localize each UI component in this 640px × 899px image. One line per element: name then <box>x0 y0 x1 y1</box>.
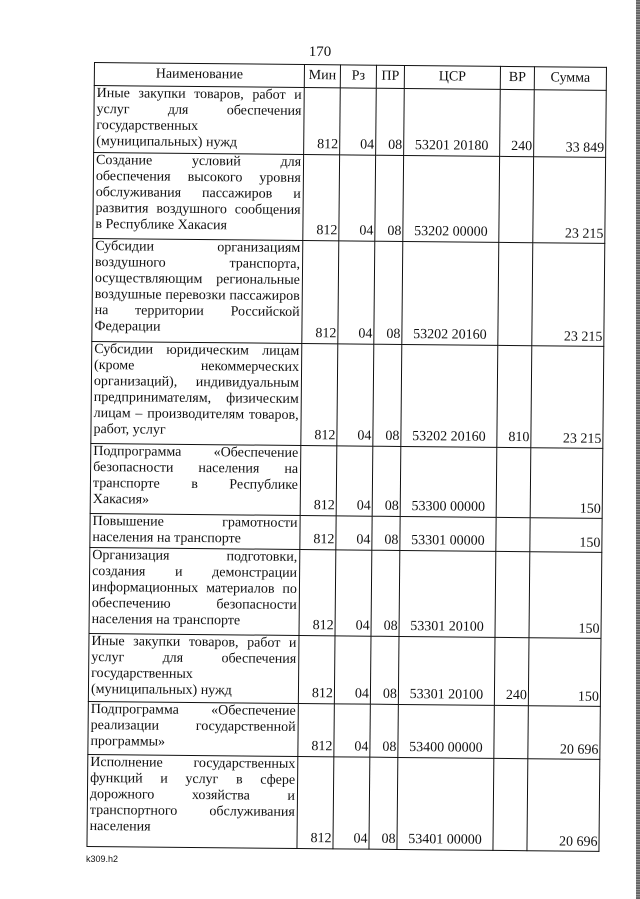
row-vr <box>498 242 533 345</box>
row-csr: 53401 00000 <box>397 757 494 850</box>
row-rz: 04 <box>336 446 373 516</box>
row-vr: 240 <box>494 637 529 705</box>
row-csr: 53202 20160 <box>401 344 498 447</box>
row-vr <box>494 705 529 758</box>
row-vr <box>499 156 534 242</box>
row-csr: 53201 20180 <box>404 88 501 156</box>
row-pr: 08 <box>372 446 401 516</box>
row-rz: 04 <box>339 155 376 241</box>
scan-edge <box>636 0 640 899</box>
row-csr: 53400 00000 <box>398 704 495 758</box>
row-name: Организация подготовки, создания и демонстрации информационных материалов по обеспечению безопасности населения на транспорте <box>89 547 300 635</box>
row-pr: 08 <box>374 241 403 344</box>
row-sum: 23 215 <box>533 157 606 244</box>
row-min: 812 <box>304 88 341 155</box>
table-row <box>87 754 600 851</box>
row-rz: 04 <box>336 516 372 550</box>
table-row <box>88 633 601 706</box>
header-vr: ВР <box>500 66 534 89</box>
header-min: Мин <box>304 65 340 88</box>
row-pr: 08 <box>369 757 398 849</box>
table-row <box>90 513 602 552</box>
row-rz: 04 <box>335 550 372 636</box>
row-min: 812 <box>303 155 340 241</box>
row-rz: 04 <box>340 88 377 155</box>
row-sum: 23 215 <box>531 346 604 449</box>
row-sum: 150 <box>528 638 601 707</box>
row-sum: 150 <box>530 518 602 553</box>
row-sum: 20 696 <box>527 759 600 852</box>
row-pr: 08 <box>375 155 404 241</box>
row-sum: 33 849 <box>534 90 607 158</box>
row-vr: 810 <box>497 345 532 447</box>
table-row <box>88 701 600 759</box>
row-rz: 04 <box>334 636 371 704</box>
row-pr: 08 <box>372 516 400 550</box>
row-csr: 53202 00000 <box>403 155 500 242</box>
row-min: 812 <box>297 756 334 848</box>
row-vr <box>496 517 530 551</box>
row-min: 812 <box>298 703 335 756</box>
footer-code: k309.h2 <box>86 854 119 864</box>
row-vr: 240 <box>500 89 535 156</box>
page-number: 170 <box>308 44 332 60</box>
row-rz: 04 <box>337 344 374 446</box>
row-name: Подпрограмма «Обеспечение безопасности населения на транспорте в Республике Хакасия» <box>90 443 301 515</box>
row-csr: 53202 20160 <box>402 241 499 345</box>
row-pr: 08 <box>371 550 400 636</box>
row-min: 812 <box>298 635 335 703</box>
row-name: Повышение грамотности населения на транспорте <box>90 513 300 549</box>
row-name: Субсидии организациям воздушного транспорта, осуществляющим региональные воздушные перевозки пассажиров на территории Российской Федерации <box>92 238 303 343</box>
row-rz: 04 <box>333 757 370 849</box>
table-row <box>93 153 606 244</box>
row-vr <box>496 447 531 517</box>
row-min: 812 <box>300 515 336 549</box>
row-pr: 08 <box>373 344 402 446</box>
header-pr: ПР <box>376 65 404 88</box>
header-rz: Рз <box>340 65 376 88</box>
row-min: 812 <box>301 344 338 446</box>
row-min: 812 <box>300 446 337 516</box>
row-name: Создание условий для обеспечения высокого уровня обслуживания пассажиров и развития воздушного сообщения в Республике Хакасия <box>93 153 304 241</box>
row-sum: 20 696 <box>528 706 601 760</box>
table-row <box>92 238 605 346</box>
row-vr <box>495 551 530 637</box>
row-name: Исполнение государственных функций и услуг в сфере дорожного хозяйства и транспортного обслуживания населения <box>87 754 298 848</box>
table-row <box>90 443 603 518</box>
row-name: Субсидии юридическим лицам (кроме некоммерческих организаций), индивидуальным предпринимателям, физическим лицам – производителям товаров, работ, услуг <box>91 341 302 445</box>
budget-table <box>86 62 607 852</box>
row-csr: 53300 00000 <box>400 446 497 517</box>
row-vr <box>493 758 528 850</box>
row-csr: 53301 00000 <box>400 516 496 551</box>
header-sum: Сумма <box>534 67 606 91</box>
row-rz: 04 <box>334 704 371 757</box>
table-row <box>91 341 604 448</box>
row-rz: 04 <box>338 241 375 344</box>
row-name: Подпрограмма «Обеспечение реализации государственной программы» <box>88 701 298 756</box>
row-name: Иные закупки товаров, работ и услуг для обеспечения государственных (муниципальных) нужд <box>94 86 305 155</box>
row-name: Иные закупки товаров, работ и услуг для обеспечения государственных (муниципальных) нужд <box>88 633 299 703</box>
row-sum: 150 <box>529 552 602 639</box>
row-csr: 53301 20100 <box>398 636 495 705</box>
table-row <box>94 86 607 158</box>
table-row <box>89 547 602 638</box>
row-pr: 08 <box>370 636 399 704</box>
header-name: Наименование <box>94 63 304 88</box>
row-pr: 08 <box>370 704 399 757</box>
row-csr: 53301 20100 <box>399 550 496 637</box>
header-csr: ЦСР <box>404 65 500 89</box>
row-min: 812 <box>299 549 336 635</box>
row-pr: 08 <box>376 88 405 155</box>
row-sum: 23 215 <box>532 243 605 347</box>
row-min: 812 <box>302 241 339 344</box>
row-sum: 150 <box>530 448 603 519</box>
